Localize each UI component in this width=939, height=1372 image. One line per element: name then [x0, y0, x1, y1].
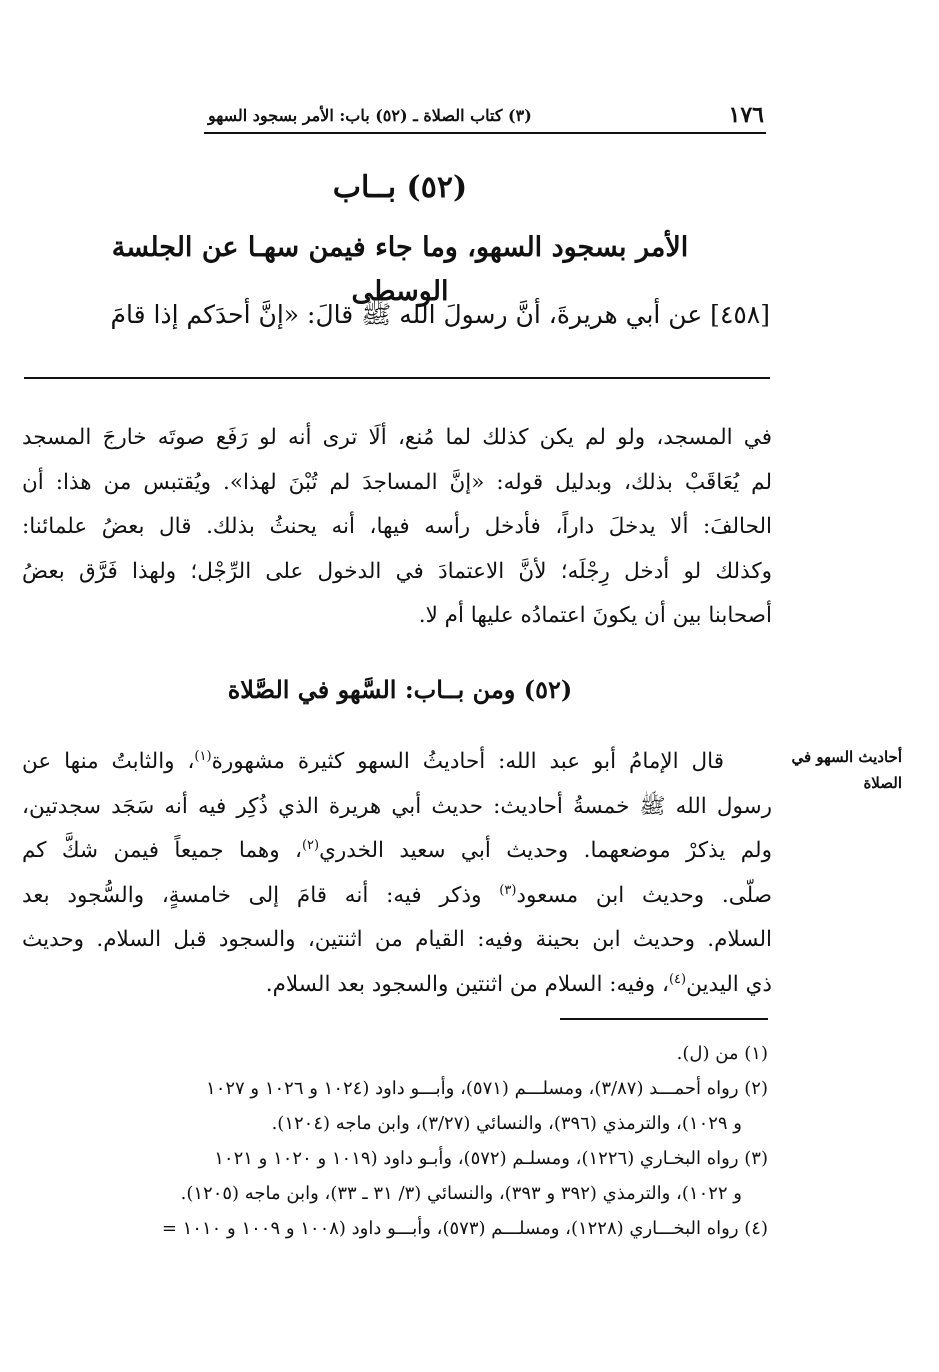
running-head: (٣) كتاب الصلاة ـ (٥٢) باب: الأمر بسجود السهو [208, 105, 532, 125]
footnote-line: و ١٠٢٢)، والترمذي (٣٩٢ و ٣٩٣)، والنسائي (٣/ ٣١ ـ ٣٣)، وابن ماجه (١٢٠٥). [180, 1183, 742, 1204]
commentary-line: في المسجد، ولو لم يكن كذلك لما مُنع، ألَا ترى أنه لو رَفَع صوتَه خارجَ المسجد [22, 425, 772, 450]
margin-note: أحاديث السهو في الصلاة [791, 748, 902, 792]
footnote-line: (٢) رواه أحمـــد (٣/٨٧)، ومسلـــم (٥٧١)، وأبـــو داود (١٠٢٤ و ١٠٢٦ و ١٠٢٧ [206, 1078, 768, 1099]
footnote-ref: (٣) [499, 882, 517, 898]
footnote-line: (٣) رواه البخـاري (١٢٢٦)، ومسلـم (٥٧٢)، وأبـو داود (١٠١٩ و ١٠٢٠ و ١٠٢١ [214, 1148, 768, 1169]
page-header [204, 98, 766, 134]
commentary-line: لم يُعَاقَبْ بذلك، وبدليل قوله: «إنَّ المساجدَ لم تُبْنَ لهذا». ويُقتبس من هذا: أن [22, 469, 772, 495]
chapter-title: الأمر بسجود السهو، وما جاء فيمن سهـا عن الجلسة الوسطى [111, 232, 689, 307]
footnote-line: (٤) رواه البخـــاري (١٢٢٨)، ومسلـــم (٥٧٣)، وأبـــو داود (١٠٠٨ و ١٠٠٩ و ١٠١٠ = [161, 1218, 768, 1239]
commentary-line: الحالفَ: ألا يدخلَ داراً، فأدخل رأسه فيها، أنه يحنثُ بذلك. قال بعضُ علمائنا: [22, 514, 772, 539]
commentary-paragraph [22, 416, 772, 639]
footnote-ref: (١) [194, 748, 212, 764]
commentary-line: أصحابنا بين أن يكونَ اعتمادُه عليها أم لا. [418, 603, 772, 628]
section-line: السلام. وحديث ابن بحينة وفيه: القيام من اثنتين، والسجود قبل السلام. وحديث [22, 927, 772, 952]
footnote-line: (١) من (ل). [676, 1043, 768, 1064]
page-number: ١٧٦ [728, 102, 764, 128]
section-title: (٥٢) ومن بــاب: السَّهو في الصَّلاة [227, 675, 573, 704]
section-line: ذي اليدين$^{(٤)}$، وفيه: السلام من اثنتين والسجود بعد السلام. [265, 971, 772, 997]
footnote-line: و ١٠٢٩)، والترمذي (٣٩٦)، والنسائي (٣/٢٧)، وابن ماجه (١٢٠٤). [271, 1113, 742, 1134]
footnotes [12, 1036, 768, 1246]
section-line: ولم يذكرْ موضعهما. وحديث أبي سعيد الخدري$^{(٢)}$، وهما جميعاً فيمن شكَّ كم [22, 837, 772, 863]
separator-rule [24, 377, 770, 379]
section-line: رسول الله ﷺ خمسةُ أحاديث: حديث أبي هريرة الذي ذُكِر فيه أنه سَجَد سجدتين، [22, 793, 772, 819]
footnote-separator [560, 1018, 768, 1020]
footnote-ref: (٢) [301, 837, 320, 853]
section-paragraph [22, 740, 772, 1007]
section-line: قال الإمامُ أبو عبد الله: أحاديثُ السهو كثيرة مشهورة$^{(١)}$، والثابتُ منها عن [22, 748, 724, 774]
hadith-text: [٤٥٨] عن أبي هريرةَ، أنَّ رسولَ الله ﷺ قالَ: «إنَّ أحدَكم إذا قامَ [110, 300, 770, 329]
chapter-number: (٥٢) بــاب [332, 170, 468, 205]
commentary-line: وكذلك لو أدخل رِجْلَه؛ لأنَّ الاعتمادَ في الدخول على الرِّجْل؛ ولهذا فَرَّق بعضُ [22, 558, 772, 584]
footnote-ref: (٤) [668, 971, 687, 987]
section-line: صلّى. وحديث ابن مسعود$^{(٣)}$ وذكر فيه: أنه قامَ إلى خامسةٍ، والسُّجود بعد [22, 882, 772, 908]
